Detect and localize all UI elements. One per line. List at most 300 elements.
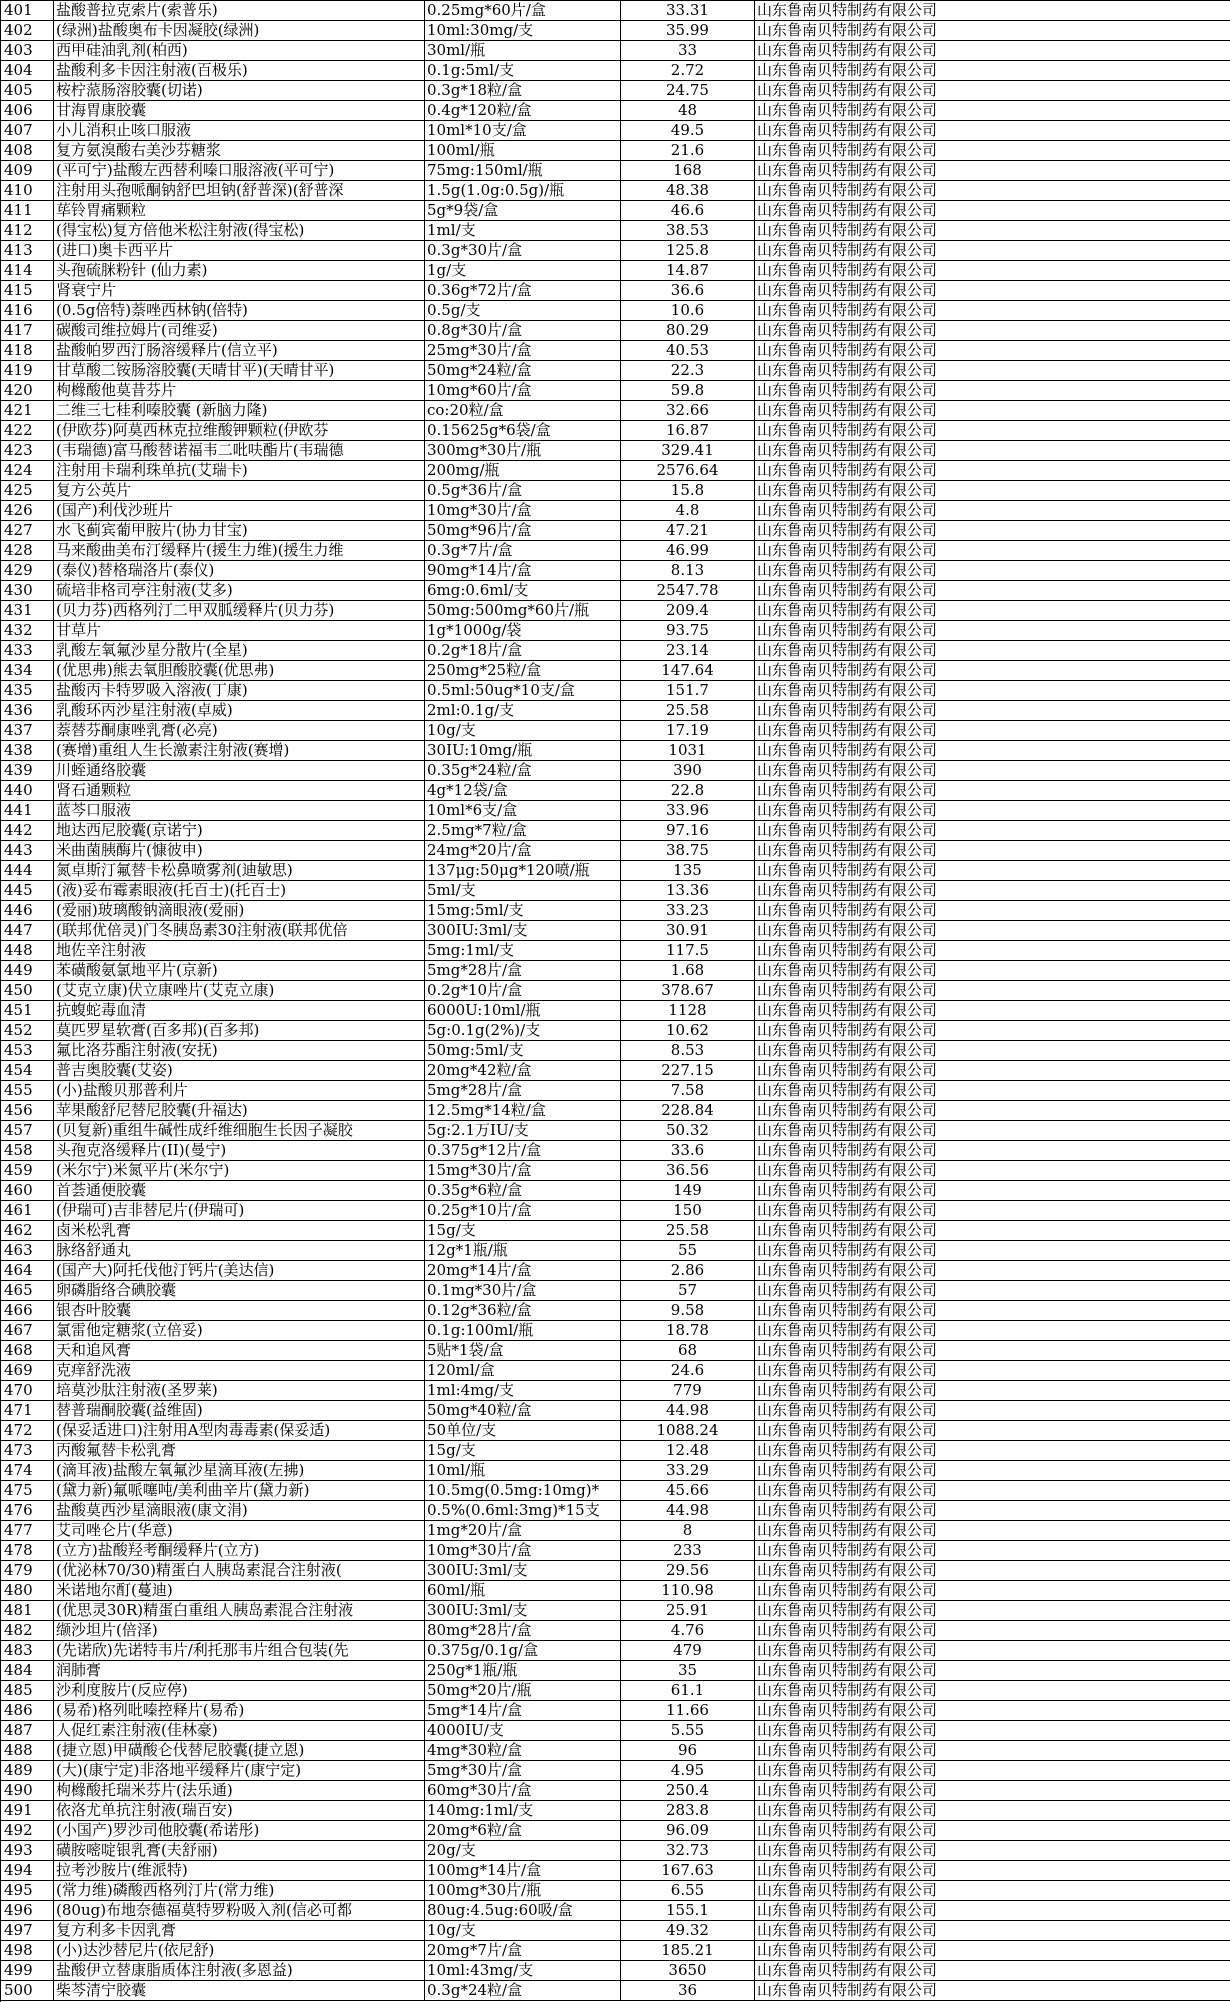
drug-name-cell: 艾司唑仑片(华意): [54, 1521, 425, 1541]
drug-price-cell: 125.8: [621, 241, 755, 261]
company-name-cell: 山东鲁南贝特制药有限公司: [755, 1521, 1230, 1541]
drug-price-cell: 150: [621, 1201, 755, 1221]
company-name-cell: 山东鲁南贝特制药有限公司: [755, 761, 1230, 781]
company-name-cell: 山东鲁南贝特制药有限公司: [755, 341, 1230, 361]
row-number-cell: 423: [1, 441, 54, 461]
row-number-cell: 471: [1, 1401, 54, 1421]
drug-spec-cell: 140mg:1ml/支: [425, 1801, 621, 1821]
company-name-cell: 山东鲁南贝特制药有限公司: [755, 1061, 1230, 1081]
drug-spec-cell: 5贴*1袋/盒: [425, 1341, 621, 1361]
drug-name-cell: (优思灵30R)精蛋白重组人胰岛素混合注射液: [54, 1601, 425, 1621]
drug-spec-cell: 5mg*30片/盒: [425, 1761, 621, 1781]
drug-spec-cell: 20g/支: [425, 1841, 621, 1861]
drug-spec-cell: 0.2g*18片/盒: [425, 641, 621, 661]
drug-name-cell: 二维三七桂利嗪胶囊 (新脑力隆): [54, 401, 425, 421]
drug-spec-cell: 5mg*28片/盒: [425, 961, 621, 981]
row-number-cell: 408: [1, 141, 54, 161]
drug-spec-cell: 60mg*30片/盒: [425, 1781, 621, 1801]
drug-name-cell: 头孢克洛缓释片(II)(曼宁): [54, 1141, 425, 1161]
drug-price-cell: 55: [621, 1241, 755, 1261]
drug-spec-cell: 1g/支: [425, 261, 621, 281]
drug-name-cell: (国产大)阿托伐他汀钙片(美达信): [54, 1261, 425, 1281]
drug-name-cell: 苯磺酸氨氯地平片(京新): [54, 961, 425, 981]
drug-price-cell: 209.4: [621, 601, 755, 621]
company-name-cell: 山东鲁南贝特制药有限公司: [755, 1821, 1230, 1841]
company-name-cell: 山东鲁南贝特制药有限公司: [755, 1361, 1230, 1381]
company-name-cell: 山东鲁南贝特制药有限公司: [755, 1641, 1230, 1661]
drug-name-cell: (大)(康宁定)非洛地平缓释片(康宁定): [54, 1761, 425, 1781]
drug-name-cell: 卵磷脂络合碘胶囊: [54, 1281, 425, 1301]
drug-spec-cell: 0.3g*24粒/盒: [425, 1981, 621, 2001]
drug-name-cell: (小)达沙替尼片(依尼舒): [54, 1941, 425, 1961]
drug-spec-cell: 90mg*14片/盒: [425, 561, 621, 581]
drug-spec-cell: 10ml:43mg/支: [425, 1961, 621, 1981]
drug-price-cell: 1.68: [621, 961, 755, 981]
drug-price-cell: 17.19: [621, 721, 755, 741]
drug-spec-cell: 1.5g(1.0g:0.5g)/瓶: [425, 181, 621, 201]
drug-name-cell: 沙利度胺片(反应停): [54, 1681, 425, 1701]
row-number-cell: 435: [1, 681, 54, 701]
drug-name-cell: 拉考沙胺片(维派特): [54, 1861, 425, 1881]
drug-spec-cell: 4mg*30粒/盒: [425, 1741, 621, 1761]
drug-price-cell: 46.99: [621, 541, 755, 561]
drug-spec-cell: 80ug:4.5ug:60吸/盒: [425, 1901, 621, 1921]
drug-name-cell: 氮卓斯汀氟替卡松鼻喷雾剂(迪敏思): [54, 861, 425, 881]
drug-name-cell: 乳酸左氧氟沙星分散片(全星): [54, 641, 425, 661]
drug-spec-cell: 100mg*14片/盒: [425, 1861, 621, 1881]
drug-price-cell: 228.84: [621, 1101, 755, 1121]
company-name-cell: 山东鲁南贝特制药有限公司: [755, 661, 1230, 681]
drug-price-cell: 149: [621, 1181, 755, 1201]
drug-price-cell: 6.55: [621, 1881, 755, 1901]
company-name-cell: 山东鲁南贝特制药有限公司: [755, 541, 1230, 561]
company-name-cell: 山东鲁南贝特制药有限公司: [755, 841, 1230, 861]
drug-name-cell: 磺胺嘧啶银乳膏(夫舒丽): [54, 1841, 425, 1861]
drug-spec-cell: 10mg*30片/盒: [425, 1541, 621, 1561]
drug-name-cell: (立方)盐酸羟考酮缓释片(立方): [54, 1541, 425, 1561]
row-number-cell: 475: [1, 1481, 54, 1501]
company-name-cell: 山东鲁南贝特制药有限公司: [755, 1561, 1230, 1581]
company-name-cell: 山东鲁南贝特制药有限公司: [755, 1401, 1230, 1421]
row-number-cell: 490: [1, 1781, 54, 1801]
row-number-cell: 422: [1, 421, 54, 441]
company-name-cell: 山东鲁南贝特制药有限公司: [755, 1341, 1230, 1361]
company-name-cell: 山东鲁南贝特制药有限公司: [755, 861, 1230, 881]
row-number-cell: 414: [1, 261, 54, 281]
drug-spec-cell: 5g*9袋/盒: [425, 201, 621, 221]
company-name-cell: 山东鲁南贝特制药有限公司: [755, 81, 1230, 101]
drug-name-cell: 甘草酸二铵肠溶胶囊(天晴甘平)(天晴甘平): [54, 361, 425, 381]
company-name-cell: 山东鲁南贝特制药有限公司: [755, 1161, 1230, 1181]
row-number-cell: 406: [1, 101, 54, 121]
company-name-cell: 山东鲁南贝特制药有限公司: [755, 721, 1230, 741]
drug-spec-cell: 0.8g*30片/盒: [425, 321, 621, 341]
drug-name-cell: 肾衰宁片: [54, 281, 425, 301]
drug-spec-cell: 20mg*42粒/盒: [425, 1061, 621, 1081]
drug-price-cell: 15.8: [621, 481, 755, 501]
drug-spec-cell: 100ml/瓶: [425, 141, 621, 161]
drug-name-cell: 卤米松乳膏: [54, 1221, 425, 1241]
company-name-cell: 山东鲁南贝特制药有限公司: [755, 681, 1230, 701]
drug-price-cell: 32.73: [621, 1841, 755, 1861]
drug-name-cell: 苹果酸舒尼替尼胶囊(升福达): [54, 1101, 425, 1121]
company-name-cell: 山东鲁南贝特制药有限公司: [755, 1381, 1230, 1401]
drug-price-cell: 36.56: [621, 1161, 755, 1181]
row-number-cell: 448: [1, 941, 54, 961]
company-name-cell: 山东鲁南贝特制药有限公司: [755, 781, 1230, 801]
drug-price-cell: 167.63: [621, 1861, 755, 1881]
drug-spec-cell: 20mg*7片/盒: [425, 1941, 621, 1961]
row-number-cell: 445: [1, 881, 54, 901]
drug-price-cell: 38.53: [621, 221, 755, 241]
drug-price-cell: 7.58: [621, 1081, 755, 1101]
drug-spec-cell: 0.15625g*6袋/盒: [425, 421, 621, 441]
drug-spec-cell: 4g*12袋/盒: [425, 781, 621, 801]
company-name-cell: 山东鲁南贝特制药有限公司: [755, 561, 1230, 581]
company-name-cell: 山东鲁南贝特制药有限公司: [755, 241, 1230, 261]
drug-price-cell: 10.62: [621, 1021, 755, 1041]
drug-name-cell: 枸橼酸托瑞米芬片(法乐通): [54, 1781, 425, 1801]
drug-price-cell: 779: [621, 1381, 755, 1401]
drug-price-cell: 33: [621, 41, 755, 61]
drug-name-cell: 米诺地尔酊(蔓迪): [54, 1581, 425, 1601]
drug-spec-cell: 137μg:50μg*120喷/瓶: [425, 861, 621, 881]
drug-price-cell: 185.21: [621, 1941, 755, 1961]
drug-spec-cell: 0.1g:5ml/支: [425, 61, 621, 81]
company-name-cell: 山东鲁南贝特制药有限公司: [755, 1081, 1230, 1101]
row-number-cell: 470: [1, 1381, 54, 1401]
row-number-cell: 463: [1, 1241, 54, 1261]
row-number-cell: 436: [1, 701, 54, 721]
row-number-cell: 500: [1, 1981, 54, 2001]
row-number-cell: 412: [1, 221, 54, 241]
drug-name-cell: (常力维)磷酸西格列汀片(常力维): [54, 1881, 425, 1901]
drug-name-cell: 氟比洛芬酯注射液(安抚): [54, 1041, 425, 1061]
drug-price-cell: 33.29: [621, 1461, 755, 1481]
drug-name-cell: 肾石通颗粒: [54, 781, 425, 801]
row-number-cell: 452: [1, 1021, 54, 1041]
drug-name-cell: 人促红素注射液(佳林豪): [54, 1721, 425, 1741]
company-name-cell: 山东鲁南贝特制药有限公司: [755, 1861, 1230, 1881]
drug-spec-cell: 10g/支: [425, 721, 621, 741]
row-number-cell: 478: [1, 1541, 54, 1561]
drug-price-cell: 2.86: [621, 1261, 755, 1281]
company-name-cell: 山东鲁南贝特制药有限公司: [755, 481, 1230, 501]
row-number-cell: 404: [1, 61, 54, 81]
company-name-cell: 山东鲁南贝特制药有限公司: [755, 461, 1230, 481]
drug-spec-cell: 0.3g*18粒/盒: [425, 81, 621, 101]
company-name-cell: 山东鲁南贝特制药有限公司: [755, 1461, 1230, 1481]
row-number-cell: 433: [1, 641, 54, 661]
drug-name-cell: (艾克立康)伏立康唑片(艾克立康): [54, 981, 425, 1001]
drug-name-cell: (绿洲)盐酸奥布卡因凝胶(绿洲): [54, 21, 425, 41]
company-name-cell: 山东鲁南贝特制药有限公司: [755, 1701, 1230, 1721]
row-number-cell: 426: [1, 501, 54, 521]
drug-spec-cell: 50单位/支: [425, 1421, 621, 1441]
row-number-cell: 418: [1, 341, 54, 361]
row-number-cell: 462: [1, 1221, 54, 1241]
drug-name-cell: 地佐辛注射液: [54, 941, 425, 961]
company-name-cell: 山东鲁南贝特制药有限公司: [755, 1001, 1230, 1021]
drug-name-cell: (伊瑞可)吉非替尼片(伊瑞可): [54, 1201, 425, 1221]
row-number-cell: 449: [1, 961, 54, 981]
drug-name-cell: 米曲菌胰酶片(慷彼申): [54, 841, 425, 861]
company-name-cell: 山东鲁南贝特制药有限公司: [755, 741, 1230, 761]
company-name-cell: 山东鲁南贝特制药有限公司: [755, 801, 1230, 821]
row-number-cell: 416: [1, 301, 54, 321]
drug-price-cell: 44.98: [621, 1401, 755, 1421]
drug-spec-cell: 250mg*25粒/盒: [425, 661, 621, 681]
drug-price-cell: 22.8: [621, 781, 755, 801]
drug-name-cell: 克痒舒洗液: [54, 1361, 425, 1381]
drug-spec-cell: 20mg*6粒/盒: [425, 1821, 621, 1841]
drug-name-cell: 普吉奥胶囊(艾姿): [54, 1061, 425, 1081]
company-name-cell: 山东鲁南贝特制药有限公司: [755, 1941, 1230, 1961]
row-number-cell: 434: [1, 661, 54, 681]
drug-name-cell: 碳酸司维拉姆片(司维妥): [54, 321, 425, 341]
drug-name-cell: 西甲硅油乳剂(柏西): [54, 41, 425, 61]
row-number-cell: 481: [1, 1601, 54, 1621]
drug-spec-cell: 15g/支: [425, 1441, 621, 1461]
drug-spec-cell: 15g/支: [425, 1221, 621, 1241]
row-number-cell: 476: [1, 1501, 54, 1521]
drug-spec-cell: 10ml*6支/盒: [425, 801, 621, 821]
company-name-cell: 山东鲁南贝特制药有限公司: [755, 1721, 1230, 1741]
row-number-cell: 493: [1, 1841, 54, 1861]
company-name-cell: 山东鲁南贝特制药有限公司: [755, 621, 1230, 641]
drug-name-cell: 桉柠蒎肠溶胶囊(切诺): [54, 81, 425, 101]
drug-name-cell: (进口)奥卡西平片: [54, 241, 425, 261]
drug-name-cell: (得宝松)复方倍他米松注射液(得宝松): [54, 221, 425, 241]
row-number-cell: 472: [1, 1421, 54, 1441]
row-number-cell: 479: [1, 1561, 54, 1581]
row-number-cell: 495: [1, 1881, 54, 1901]
row-number-cell: 402: [1, 21, 54, 41]
company-name-cell: 山东鲁南贝特制药有限公司: [755, 1481, 1230, 1501]
row-number-cell: 484: [1, 1661, 54, 1681]
drug-price-cell: 250.4: [621, 1781, 755, 1801]
row-number-cell: 469: [1, 1361, 54, 1381]
company-name-cell: 山东鲁南贝特制药有限公司: [755, 1841, 1230, 1861]
company-name-cell: 山东鲁南贝特制药有限公司: [755, 221, 1230, 241]
drug-price-cell: 8: [621, 1521, 755, 1541]
drug-spec-cell: 100mg*30片/瓶: [425, 1881, 621, 1901]
row-number-cell: 401: [1, 1, 54, 21]
company-name-cell: 山东鲁南贝特制药有限公司: [755, 1121, 1230, 1141]
drug-name-cell: (先诺欣)先诺特韦片/利托那韦片组合包装(先: [54, 1641, 425, 1661]
drug-name-cell: (黛力新)氟哌噻吨/美利曲辛片(黛力新): [54, 1481, 425, 1501]
drug-price-cell: 24.6: [621, 1361, 755, 1381]
company-name-cell: 山东鲁南贝特制药有限公司: [755, 1961, 1230, 1981]
drug-price-cell: 329.41: [621, 441, 755, 461]
row-number-cell: 430: [1, 581, 54, 601]
drug-spec-cell: 300IU:3ml/支: [425, 1561, 621, 1581]
drug-spec-cell: 50mg*24粒/盒: [425, 361, 621, 381]
row-number-cell: 460: [1, 1181, 54, 1201]
drug-spec-cell: 0.5ml:50ug*10支/盒: [425, 681, 621, 701]
drug-spec-cell: 50mg*40粒/盒: [425, 1401, 621, 1421]
drug-price-cell: 5.55: [621, 1721, 755, 1741]
drug-name-cell: 注射用卡瑞利珠单抗(艾瑞卡): [54, 461, 425, 481]
drug-name-cell: (联邦优倍灵)门冬胰岛素30注射液(联邦优倍: [54, 921, 425, 941]
company-name-cell: 山东鲁南贝特制药有限公司: [755, 201, 1230, 221]
row-number-cell: 441: [1, 801, 54, 821]
company-name-cell: 山东鲁南贝特制药有限公司: [755, 261, 1230, 281]
drug-name-cell: (80ug)布地奈德福莫特罗粉吸入剂(信必可都: [54, 1901, 425, 1921]
company-name-cell: 山东鲁南贝特制药有限公司: [755, 1321, 1230, 1341]
company-name-cell: 山东鲁南贝特制药有限公司: [755, 1301, 1230, 1321]
drug-price-cell: 36: [621, 1981, 755, 2001]
drug-spec-cell: 12.5mg*14粒/盒: [425, 1101, 621, 1121]
drug-price-cell: 4.76: [621, 1621, 755, 1641]
drug-name-cell: (国产)利伐沙班片: [54, 501, 425, 521]
drug-spec-cell: 30IU:10mg/瓶: [425, 741, 621, 761]
drug-price-cell: 4.95: [621, 1761, 755, 1781]
company-name-cell: 山东鲁南贝特制药有限公司: [755, 1101, 1230, 1121]
drug-spec-cell: 5g:0.1g(2%)/支: [425, 1021, 621, 1041]
drug-name-cell: 银杏叶胶囊: [54, 1301, 425, 1321]
drug-name-cell: (爱丽)玻璃酸钠滴眼液(爱丽): [54, 901, 425, 921]
drug-price-cell: 135: [621, 861, 755, 881]
drug-spec-cell: 0.3g*30片/盒: [425, 241, 621, 261]
company-name-cell: 山东鲁南贝特制药有限公司: [755, 141, 1230, 161]
drug-price-cell: 233: [621, 1541, 755, 1561]
company-name-cell: 山东鲁南贝特制药有限公司: [755, 1981, 1230, 2001]
company-name-cell: 山东鲁南贝特制药有限公司: [755, 321, 1230, 341]
drug-spec-cell: 0.35g*6粒/盒: [425, 1181, 621, 1201]
drug-price-cell: 33.31: [621, 1, 755, 21]
drug-spec-cell: 0.1g:100ml/瓶: [425, 1321, 621, 1341]
drug-price-cell: 14.87: [621, 261, 755, 281]
drug-spec-cell: 200mg/瓶: [425, 461, 621, 481]
drug-price-cell: 2576.64: [621, 461, 755, 481]
drug-name-cell: 盐酸丙卡特罗吸入溶液(丁康): [54, 681, 425, 701]
row-number-cell: 494: [1, 1861, 54, 1881]
company-name-cell: 山东鲁南贝特制药有限公司: [755, 1681, 1230, 1701]
drug-name-cell: 枸橼酸他莫昔芬片: [54, 381, 425, 401]
drug-price-cell: 47.21: [621, 521, 755, 541]
drug-spec-cell: 1ml/支: [425, 221, 621, 241]
drug-name-cell: 首荟通便胶囊: [54, 1181, 425, 1201]
drug-name-cell: 莫匹罗星软膏(百多邦)(百多邦): [54, 1021, 425, 1041]
row-number-cell: 417: [1, 321, 54, 341]
row-number-cell: 497: [1, 1921, 54, 1941]
drug-price-cell: 21.6: [621, 141, 755, 161]
drug-name-cell: (液)妥布霉素眼液(托百士)(托百士): [54, 881, 425, 901]
drug-name-cell: 水飞蓟宾葡甲胺片(协力甘宝): [54, 521, 425, 541]
drug-name-cell: 丙酸氟替卡松乳膏: [54, 1441, 425, 1461]
row-number-cell: 496: [1, 1901, 54, 1921]
drug-spec-cell: 0.25g*10片/盒: [425, 1201, 621, 1221]
drug-spec-cell: 6000U:10ml/瓶: [425, 1001, 621, 1021]
drug-price-cell: 33.6: [621, 1141, 755, 1161]
row-number-cell: 444: [1, 861, 54, 881]
row-number-cell: 410: [1, 181, 54, 201]
row-number-cell: 419: [1, 361, 54, 381]
company-name-cell: 山东鲁南贝特制药有限公司: [755, 881, 1230, 901]
row-number-cell: 482: [1, 1621, 54, 1641]
company-name-cell: 山东鲁南贝特制药有限公司: [755, 821, 1230, 841]
row-number-cell: 409: [1, 161, 54, 181]
row-number-cell: 464: [1, 1261, 54, 1281]
company-name-cell: 山东鲁南贝特制药有限公司: [755, 301, 1230, 321]
drug-price-cell: 3650: [621, 1961, 755, 1981]
drug-price-cell: 35: [621, 1661, 755, 1681]
drug-spec-cell: 120ml/盒: [425, 1361, 621, 1381]
row-number-cell: 438: [1, 741, 54, 761]
row-number-cell: 474: [1, 1461, 54, 1481]
company-name-cell: 山东鲁南贝特制药有限公司: [755, 1501, 1230, 1521]
row-number-cell: 456: [1, 1101, 54, 1121]
row-number-cell: 468: [1, 1341, 54, 1361]
company-name-cell: 山东鲁南贝特制药有限公司: [755, 1621, 1230, 1641]
company-name-cell: 山东鲁南贝特制药有限公司: [755, 381, 1230, 401]
drug-price-cell: 80.29: [621, 321, 755, 341]
company-name-cell: 山东鲁南贝特制药有限公司: [755, 1781, 1230, 1801]
company-name-cell: 山东鲁南贝特制药有限公司: [755, 1441, 1230, 1461]
drug-price-cell: 33.23: [621, 901, 755, 921]
drug-price-cell: 1031: [621, 741, 755, 761]
row-number-cell: 442: [1, 821, 54, 841]
drug-name-cell: (韦瑞德)富马酸替诺福韦二吡呋酯片(韦瑞德: [54, 441, 425, 461]
drug-price-cell: 25.58: [621, 701, 755, 721]
row-number-cell: 454: [1, 1061, 54, 1081]
company-name-cell: 山东鲁南贝特制药有限公司: [755, 1601, 1230, 1621]
row-number-cell: 483: [1, 1641, 54, 1661]
drug-price-cell: 29.56: [621, 1561, 755, 1581]
drug-price-cell: 8.53: [621, 1041, 755, 1061]
drug-name-cell: 小儿消积止咳口服液: [54, 121, 425, 141]
drug-name-cell: (小国产)罗沙司他胶囊(希诺彤): [54, 1821, 425, 1841]
drug-price-cell: 23.14: [621, 641, 755, 661]
drug-name-cell: (优思弗)熊去氧胆酸胶囊(优思弗): [54, 661, 425, 681]
row-number-cell: 427: [1, 521, 54, 541]
drug-price-cell: 46.6: [621, 201, 755, 221]
drug-name-cell: 蓝芩口服液: [54, 801, 425, 821]
drug-name-cell: (小)盐酸贝那普利片: [54, 1081, 425, 1101]
drug-price-cell: 96: [621, 1741, 755, 1761]
drug-spec-cell: 80mg*28片/盒: [425, 1621, 621, 1641]
row-number-cell: 446: [1, 901, 54, 921]
drug-spec-cell: 50mg*20片/瓶: [425, 1681, 621, 1701]
company-name-cell: 山东鲁南贝特制药有限公司: [755, 701, 1230, 721]
company-name-cell: 山东鲁南贝特制药有限公司: [755, 1141, 1230, 1161]
row-number-cell: 424: [1, 461, 54, 481]
row-number-cell: 457: [1, 1121, 54, 1141]
drug-spec-cell: 15mg:5ml/支: [425, 901, 621, 921]
drug-spec-cell: 1ml:4mg/支: [425, 1381, 621, 1401]
drug-price-cell: 38.75: [621, 841, 755, 861]
drug-spec-cell: 300mg*30片/瓶: [425, 441, 621, 461]
company-name-cell: 山东鲁南贝特制药有限公司: [755, 641, 1230, 661]
drug-spec-cell: 24mg*20片/盒: [425, 841, 621, 861]
drug-price-cell: 35.99: [621, 21, 755, 41]
drug-price-cell: 8.13: [621, 561, 755, 581]
drug-name-cell: (平可宁)盐酸左西替利嗪口服溶液(平可宁): [54, 161, 425, 181]
drug-price-cell: 68: [621, 1341, 755, 1361]
company-name-cell: 山东鲁南贝特制药有限公司: [755, 1661, 1230, 1681]
company-name-cell: 山东鲁南贝特制药有限公司: [755, 1921, 1230, 1941]
drug-name-cell: 润肺膏: [54, 1661, 425, 1681]
drug-spec-cell: co:20粒/盒: [425, 401, 621, 421]
company-name-cell: 山东鲁南贝特制药有限公司: [755, 1761, 1230, 1781]
row-number-cell: 491: [1, 1801, 54, 1821]
company-name-cell: 山东鲁南贝特制药有限公司: [755, 1421, 1230, 1441]
company-name-cell: 山东鲁南贝特制药有限公司: [755, 281, 1230, 301]
drug-price-cell: 45.66: [621, 1481, 755, 1501]
drug-spec-cell: 15mg*30片/盒: [425, 1161, 621, 1181]
drug-name-cell: 注射用头孢哌酮钠舒巴坦钠(舒普深)(舒普深: [54, 181, 425, 201]
